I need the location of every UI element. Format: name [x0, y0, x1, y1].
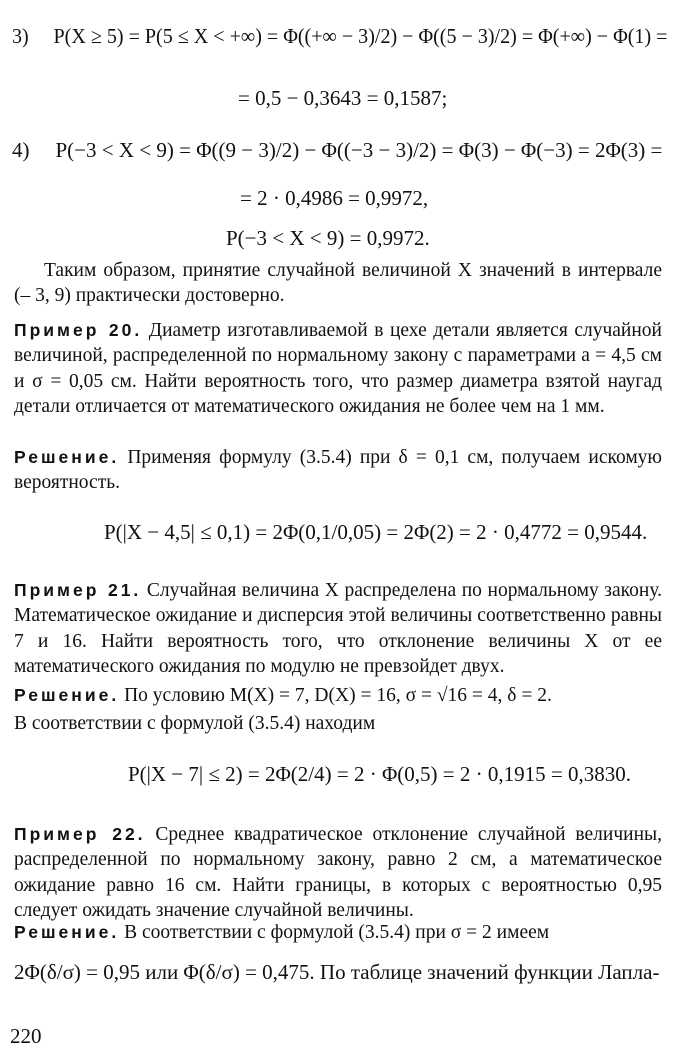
example-20-solution-paragraph — [14, 445, 662, 496]
formula-3-label: 3) — [12, 24, 29, 48]
example-22-paragraph — [14, 822, 662, 924]
example-21-solution-text: По условию M(X) = 7, D(X) = 16, σ = √16 = 4, δ = 2. — [119, 685, 552, 706]
solution-heading: Решение. — [14, 685, 120, 705]
example-22-text: Среднее квадратическое отклонение случайной величины, распределенной по нормальному закону, равно 2 см, а математическое ожидание равно 16 см. Найти границы, в которых с вероятностью 0,95 следует ожидать значение случайной величины. — [14, 824, 662, 922]
example-22-solution-paragraph — [14, 920, 662, 945]
example-22-solution-text: В соответствии с формулой (3.5.4) при σ = 2 имеем — [119, 922, 550, 943]
example-20-solution-text: Применяя формулу (3.5.4) при δ = 0,1 см, получаем искомую вероятность. — [14, 447, 662, 494]
formula-3-line-1 — [12, 26, 667, 47]
example-21-text: Случайная величина X распределена по нормальному закону. Математическое ожидание и дисперсия этой величины соответственно равны 7 и 16. Найти вероятность того, что отклонение величины X от ее математического ожидания по модулю не превзойдет двух. — [14, 580, 662, 678]
example-20-formula: P(|X − 4,5| ≤ 0,1) = 2Φ(0,1/0,05) = 2Φ(2) = 2 · 0,4772 = 0,9544. — [104, 520, 648, 544]
example-20-text: Диаметр изготавливаемой в цехе детали является случайной величиной, распределенной по нормальному закону с параметрами a = 4,5 см и σ = 0,05 см. Найти вероятность того, что размер диаметра взятой наугад детали отличается от математического ожидания не более чем на 1 мм. — [14, 320, 662, 418]
example-22-formula: 2Φ(δ/σ) = 0,95 или Φ(δ/σ) = 0,475. По таблице значений функции Лапла- — [14, 960, 660, 984]
formula-4-line-3: P(−3 < X < 9) = 0,9972. — [226, 226, 430, 250]
example-21-heading: Пример 21. — [14, 580, 142, 600]
example-20-heading: Пример 20. — [14, 320, 143, 340]
formula-4-expression: P(−3 < X < 9) = Φ((9 − 3)/2) − Φ((−3 − 3)/2) = Φ(3) − Φ(−3) = 2Φ(3) = — [55, 138, 663, 162]
formula-4-label: 4) — [12, 138, 30, 162]
formula-3-line-2: = 0,5 − 0,3643 = 0,1587; — [238, 86, 448, 110]
formula-4-line-2: = 2 · 0,4986 = 0,9972, — [240, 186, 429, 210]
solution-heading: Решение. — [14, 922, 120, 942]
solution-heading: Решение. — [14, 447, 120, 467]
example-21-solution-paragraph — [14, 683, 662, 708]
formula-3-expression: P(X ≥ 5) = P(5 ≤ X < +∞) = Φ((+∞ − 3)/2) − Φ((5 − 3)/2) = Φ(+∞) − Φ(1) = — [53, 24, 668, 48]
page-number: 220 — [10, 1024, 42, 1048]
example-21-formula: P(|X − 7| ≤ 2) = 2Φ(2/4) = 2 · Φ(0,5) = 2 · 0,1915 = 0,3830. — [128, 762, 631, 786]
example-20-paragraph — [14, 318, 662, 420]
example-21-formula-intro: В соответствии с формулой (3.5.4) находим — [14, 713, 376, 734]
formula-4-line-1 — [12, 140, 662, 161]
example-22-heading: Пример 22. — [14, 824, 146, 844]
example-21-paragraph — [14, 578, 662, 680]
conclusion-paragraph: Таким образом, принятие случайной величиной X значений в интервале (– 3, 9) практически достоверно. — [14, 260, 662, 307]
